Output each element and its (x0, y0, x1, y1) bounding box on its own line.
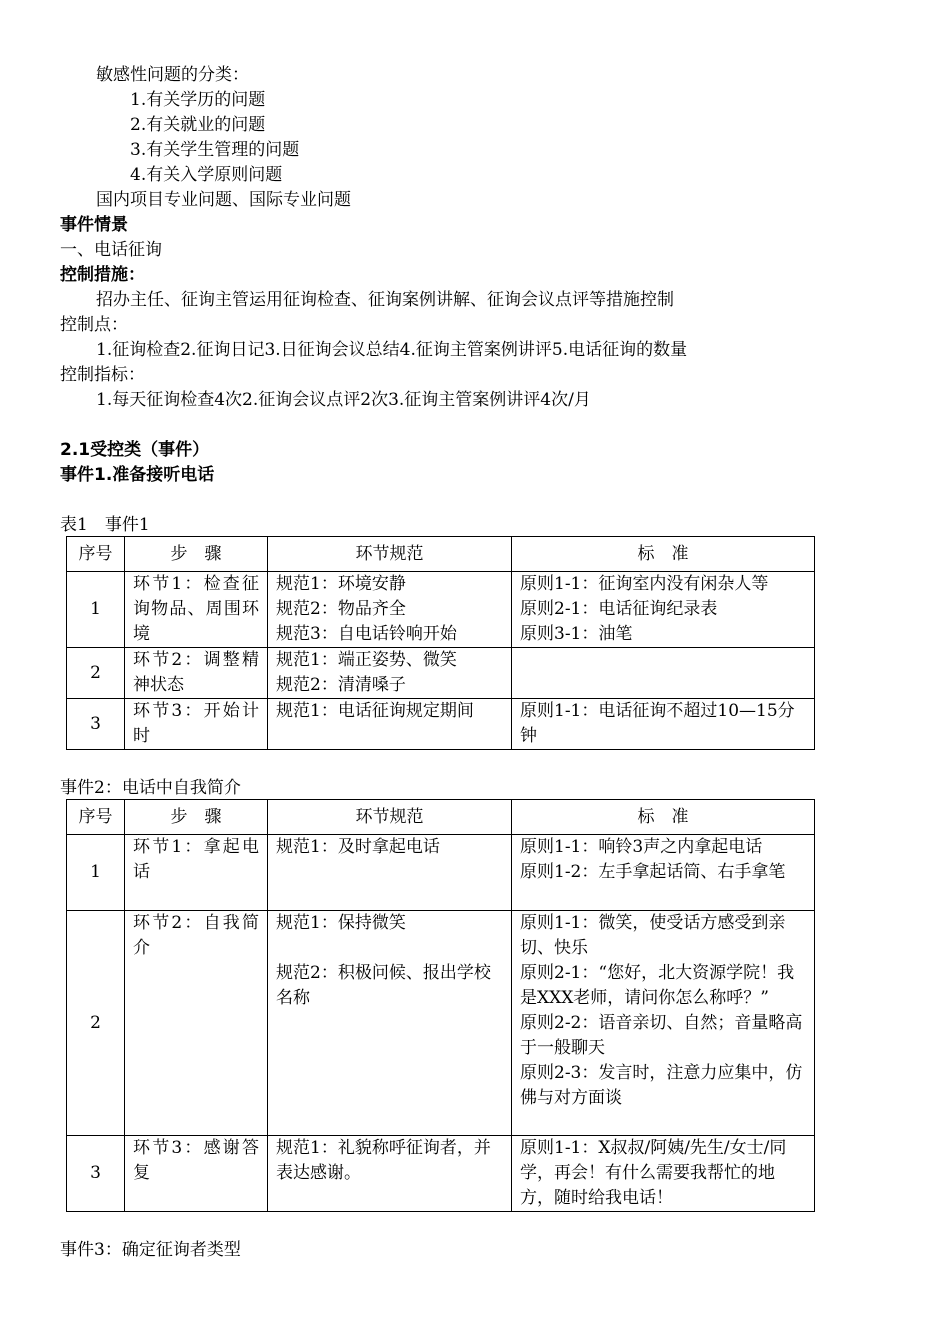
standard-line: 原则3-1：油笔 (520, 624, 633, 644)
standard-line: 原则2-1：电话征询纪录表 (520, 599, 718, 619)
row-number: 1 (67, 835, 125, 911)
norm-line: 规范2：积极问候、报出学校名称 (276, 963, 491, 1008)
row-step: 环节3：感谢答复 (125, 1136, 268, 1212)
header-number: 序号 (67, 800, 125, 835)
row-norms (268, 911, 512, 1136)
row-step: 环节2：调整精神状态 (125, 648, 268, 699)
row-standards (512, 648, 815, 699)
header-step: 步 骤 (125, 800, 268, 835)
intro-item-4: 4.有关入学原则问题 (130, 165, 283, 185)
points-title: 控制点： (60, 315, 128, 335)
intro-extra: 国内项目专业问题、国际专业问题 (96, 190, 351, 210)
intro-item-1: 1.有关学历的问题 (130, 90, 266, 110)
standard-line: 原则1-1：X叔叔/阿姨/先生/女士/同学，再会！有什么需要我帮忙的地方，随时给我电话！ (520, 1138, 787, 1208)
norm-line: 规范3：自电话铃响开始 (276, 624, 457, 644)
event-scene-title: 事件情景 (60, 215, 128, 235)
table-row (67, 911, 815, 1136)
norm-line: 规范1：端正姿势、微笑 (276, 650, 457, 670)
event3-caption: 事件3：确定征询者类型 (60, 1240, 241, 1260)
standard-line: 原则1-1：电话征询不超过10—15分钟 (520, 701, 795, 746)
row-norms (268, 699, 512, 750)
standard-line: 原则1-1：响铃3声之内拿起电话 (520, 837, 763, 857)
row-number: 3 (67, 1136, 125, 1212)
event-scene-item: 一、电话征询 (60, 240, 162, 260)
header-standard: 标 准 (512, 800, 815, 835)
section-title: 2.1受控类（事件） (60, 440, 210, 460)
norm-line: 规范1：电话征询规定期间 (276, 701, 474, 721)
norm-line: 规范1：及时拿起电话 (276, 837, 440, 857)
table-row (67, 699, 815, 750)
control-text: 招办主任、征询主管运用征询检查、征询案例讲解、征询会议点评等措施控制 (96, 290, 674, 310)
row-standards (512, 699, 815, 750)
intro-item-2: 2.有关就业的问题 (130, 115, 266, 135)
norm-line: 规范1：环境安静 (276, 574, 406, 594)
header-norm: 环节规范 (268, 800, 512, 835)
header-norm: 环节规范 (268, 537, 512, 572)
table-row (67, 835, 815, 911)
table-row (67, 648, 815, 699)
norm-line: 规范2：物品齐全 (276, 599, 406, 619)
table2-caption: 事件2：电话中自我简介 (60, 778, 241, 798)
row-number: 2 (67, 911, 125, 1136)
points-text: 1.征询检查2.征询日记3.日征询会议总结4.征询主管案例讲评5.电话征询的数量 (96, 340, 688, 360)
standard-line: 原则1-2：左手拿起话筒、右手拿笔 (520, 862, 786, 882)
row-norms (268, 835, 512, 911)
table1-caption: 表1 事件1 (60, 515, 150, 535)
header-step: 步 骤 (125, 537, 268, 572)
intro-item-3: 3.有关学生管理的问题 (130, 140, 300, 160)
indicators-text: 1.每天征询检查4次2.征询会议点评2次3.征询主管案例讲评4次/月 (96, 390, 591, 410)
table-header-row (67, 800, 815, 835)
row-standards (512, 835, 815, 911)
standard-line: 原则2-3：发言时，注意力应集中，仿佛与对方面谈 (520, 1063, 803, 1108)
standard-line: 原则1-1：微笑，使受话方感受到亲切、快乐 (520, 913, 786, 958)
standard-line: 原则2-1：“您好，北大资源学院！我是XXX老师，请问你怎么称呼？” (520, 963, 795, 1008)
row-number: 3 (67, 699, 125, 750)
row-step: 环节1：检查征询物品、周围环境 (125, 572, 268, 648)
table-header-row (67, 537, 815, 572)
norm-line: 规范1：保持微笑 (276, 913, 406, 933)
event1-table (66, 536, 815, 750)
standard-line: 原则2-2：语音亲切、自然；音量略高于一般聊天 (520, 1013, 803, 1058)
indicators-title: 控制指标： (60, 365, 145, 385)
norm-line: 规范1：礼貌称呼征询者，并表达感谢。 (276, 1138, 491, 1183)
table-row (67, 1136, 815, 1212)
row-step: 环节2：自我简介 (125, 911, 268, 1136)
header-number: 序号 (67, 537, 125, 572)
row-norms (268, 1136, 512, 1212)
row-norms (268, 572, 512, 648)
header-standard: 标 准 (512, 537, 815, 572)
row-number: 2 (67, 648, 125, 699)
row-standards (512, 911, 815, 1136)
norm-line: 规范2：清清嗓子 (276, 675, 406, 695)
control-title: 控制措施： (60, 265, 145, 285)
row-standards (512, 572, 815, 648)
table-row (67, 572, 815, 648)
row-norms (268, 648, 512, 699)
event1-title: 事件1.准备接听电话 (60, 465, 215, 485)
intro-heading: 敏感性问题的分类： (96, 65, 249, 85)
row-standards (512, 1136, 815, 1212)
row-step: 环节1：拿起电话 (125, 835, 268, 911)
standard-line: 原则1-1：征询室内没有闲杂人等 (520, 574, 769, 594)
row-step: 环节3：开始计时 (125, 699, 268, 750)
row-number: 1 (67, 572, 125, 648)
event2-table (66, 799, 815, 1212)
norm-spacer (276, 936, 503, 961)
